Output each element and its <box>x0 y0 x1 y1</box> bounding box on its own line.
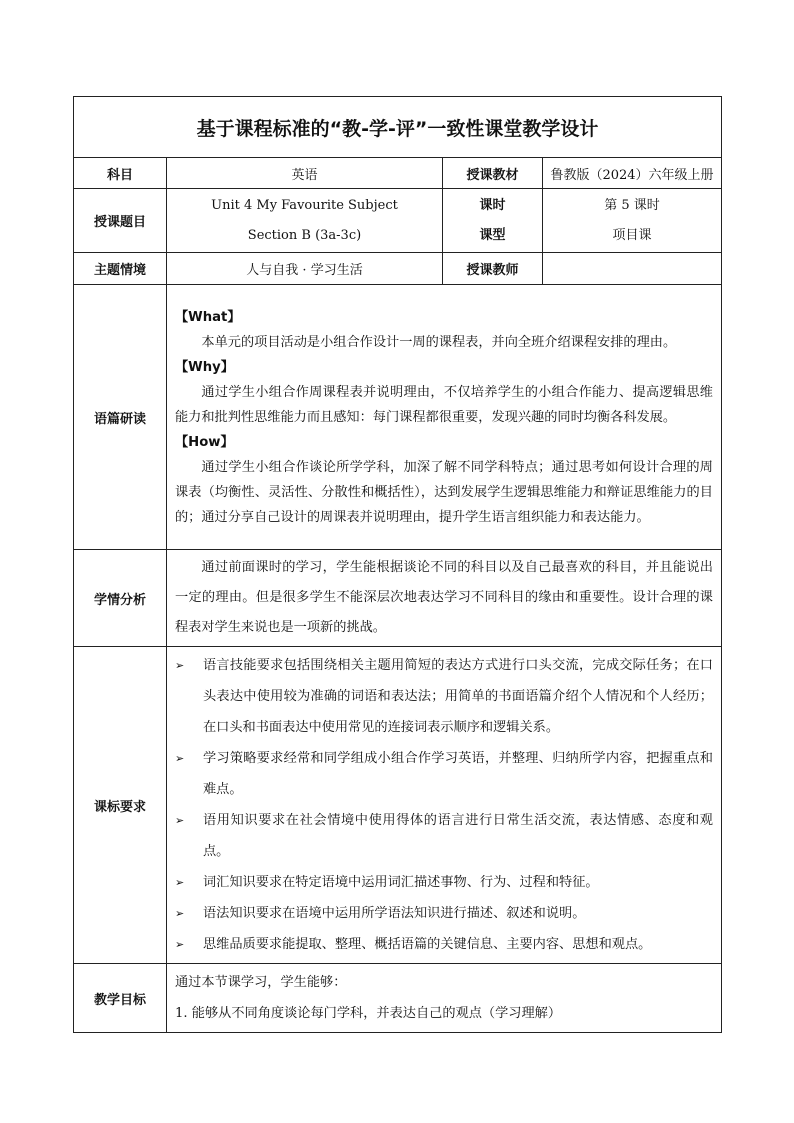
text-study-content <box>167 285 722 550</box>
arrow-bullet-icon: ➢ <box>175 814 185 827</box>
teacher-label: 授课教师 <box>443 253 543 285</box>
topic-line-2: Section B (3a-3c) <box>247 227 362 243</box>
curriculum-item-text: 语法知识要求在语境中运用所学语法知识进行描述、叙述和说明。 <box>203 906 586 921</box>
curriculum-item <box>175 805 713 867</box>
arrow-bullet-icon: ➢ <box>175 659 185 672</box>
curriculum-item <box>175 867 713 898</box>
lesson-plan-table <box>73 96 722 1033</box>
period-type-values <box>543 189 722 253</box>
learner-analysis-content <box>167 550 722 647</box>
period-type-labels <box>443 189 543 253</box>
topic-value <box>167 189 443 253</box>
curriculum-item-text: 思维品质要求能提取、整理、概括语篇的关键信息、主要内容、思想和观点。 <box>203 937 652 952</box>
type-value: 项目课 <box>612 227 652 243</box>
text-study-label: 语篇研读 <box>74 285 167 550</box>
objective-item: 1. 能够从不同角度谈论每门学科，并表达自己的观点（学习理解） <box>175 1006 562 1021</box>
objectives-label: 教学目标 <box>74 964 167 1033</box>
learner-analysis-label: 学情分析 <box>74 550 167 647</box>
how-heading: 【How】 <box>175 434 234 450</box>
textbook-label: 授课教材 <box>443 158 543 189</box>
curriculum-item-text: 语言技能要求包括围绕相关主题用简短的表达方式进行口头交流，完成交际任务；在口头表达中使用较为准确的词语和表达法；用简单的书面语篇介绍个人情况和个人经历；在口头和书面表达中使用常见的连接词表示顺序和逻辑关系。 <box>203 658 713 735</box>
curriculum-item-text: 语用知识要求在社会情境中使用得体的语言进行日常生活交流，表达情感、态度和观点。 <box>203 813 713 859</box>
period-label: 课时 <box>479 197 506 213</box>
what-paragraph: 本单元的项目活动是小组合作设计一周的课程表，并向全班介绍课程安排的理由。 <box>201 334 677 350</box>
curriculum-item-text: 学习策略要求经常和同学组成小组合作学习英语，并整理、归纳所学内容，把握重点和难点。 <box>203 751 713 797</box>
curriculum-item <box>175 650 713 743</box>
objectives-intro: 通过本节课学习，学生能够： <box>175 975 347 990</box>
curriculum-content <box>167 647 722 964</box>
subject-label: 科目 <box>74 158 167 189</box>
arrow-bullet-icon: ➢ <box>175 876 185 889</box>
arrow-bullet-icon: ➢ <box>175 907 185 920</box>
what-heading: 【What】 <box>175 309 241 325</box>
theme-label: 主题情境 <box>74 253 167 285</box>
curriculum-item-text: 词汇知识要求在特定语境中运用词汇描述事物、行为、过程和特征。 <box>203 875 599 890</box>
curriculum-item <box>175 898 713 929</box>
curriculum-item <box>175 929 713 960</box>
curriculum-label: 课标要求 <box>74 647 167 964</box>
period-value: 第 5 课时 <box>604 197 660 213</box>
subject-value: 英语 <box>167 158 443 189</box>
topic-label: 授课题目 <box>74 189 167 253</box>
how-paragraph: 通过学生小组合作谈论所学学科，加深了解不同学科特点；通过思考如何设计合理的周课表（均衡性、灵活性、分散性和概括性），达到发展学生逻辑思维能力和辩证思维能力的目的；通过分享自己设计的周课表并说明理由，提升学生语言组织能力和表达能力。 <box>175 459 713 525</box>
why-paragraph: 通过学生小组合作周课程表并说明理由，不仅培养学生的小组合作能力、提高逻辑思维能力和批判性思维能力而且感知：每门课程都很重要，发现兴趣的同时均衡各科发展。 <box>175 384 713 425</box>
curriculum-item <box>175 743 713 805</box>
type-label: 课型 <box>479 227 506 243</box>
why-heading: 【Why】 <box>175 359 234 375</box>
topic-line-1: Unit 4 My Favourite Subject <box>211 197 398 213</box>
textbook-value: 鲁教版（2024）六年级上册 <box>543 158 722 189</box>
theme-value: 人与自我 · 学习生活 <box>167 253 443 285</box>
objectives-content <box>167 964 722 1033</box>
arrow-bullet-icon: ➢ <box>175 752 185 765</box>
teacher-value <box>543 253 722 285</box>
arrow-bullet-icon: ➢ <box>175 938 185 951</box>
page-title: 基于课程标准的“教-学-评”一致性课堂教学设计 <box>74 97 722 158</box>
learner-analysis-paragraph: 通过前面课时的学习，学生能根据谈论不同的科目以及自己最喜欢的科目，并且能说出一定的理由。但是很多学生不能深层次地表达学习不同科目的缘由和重要性。设计合理的课程表对学生来说也是一项新的挑战。 <box>175 560 713 635</box>
